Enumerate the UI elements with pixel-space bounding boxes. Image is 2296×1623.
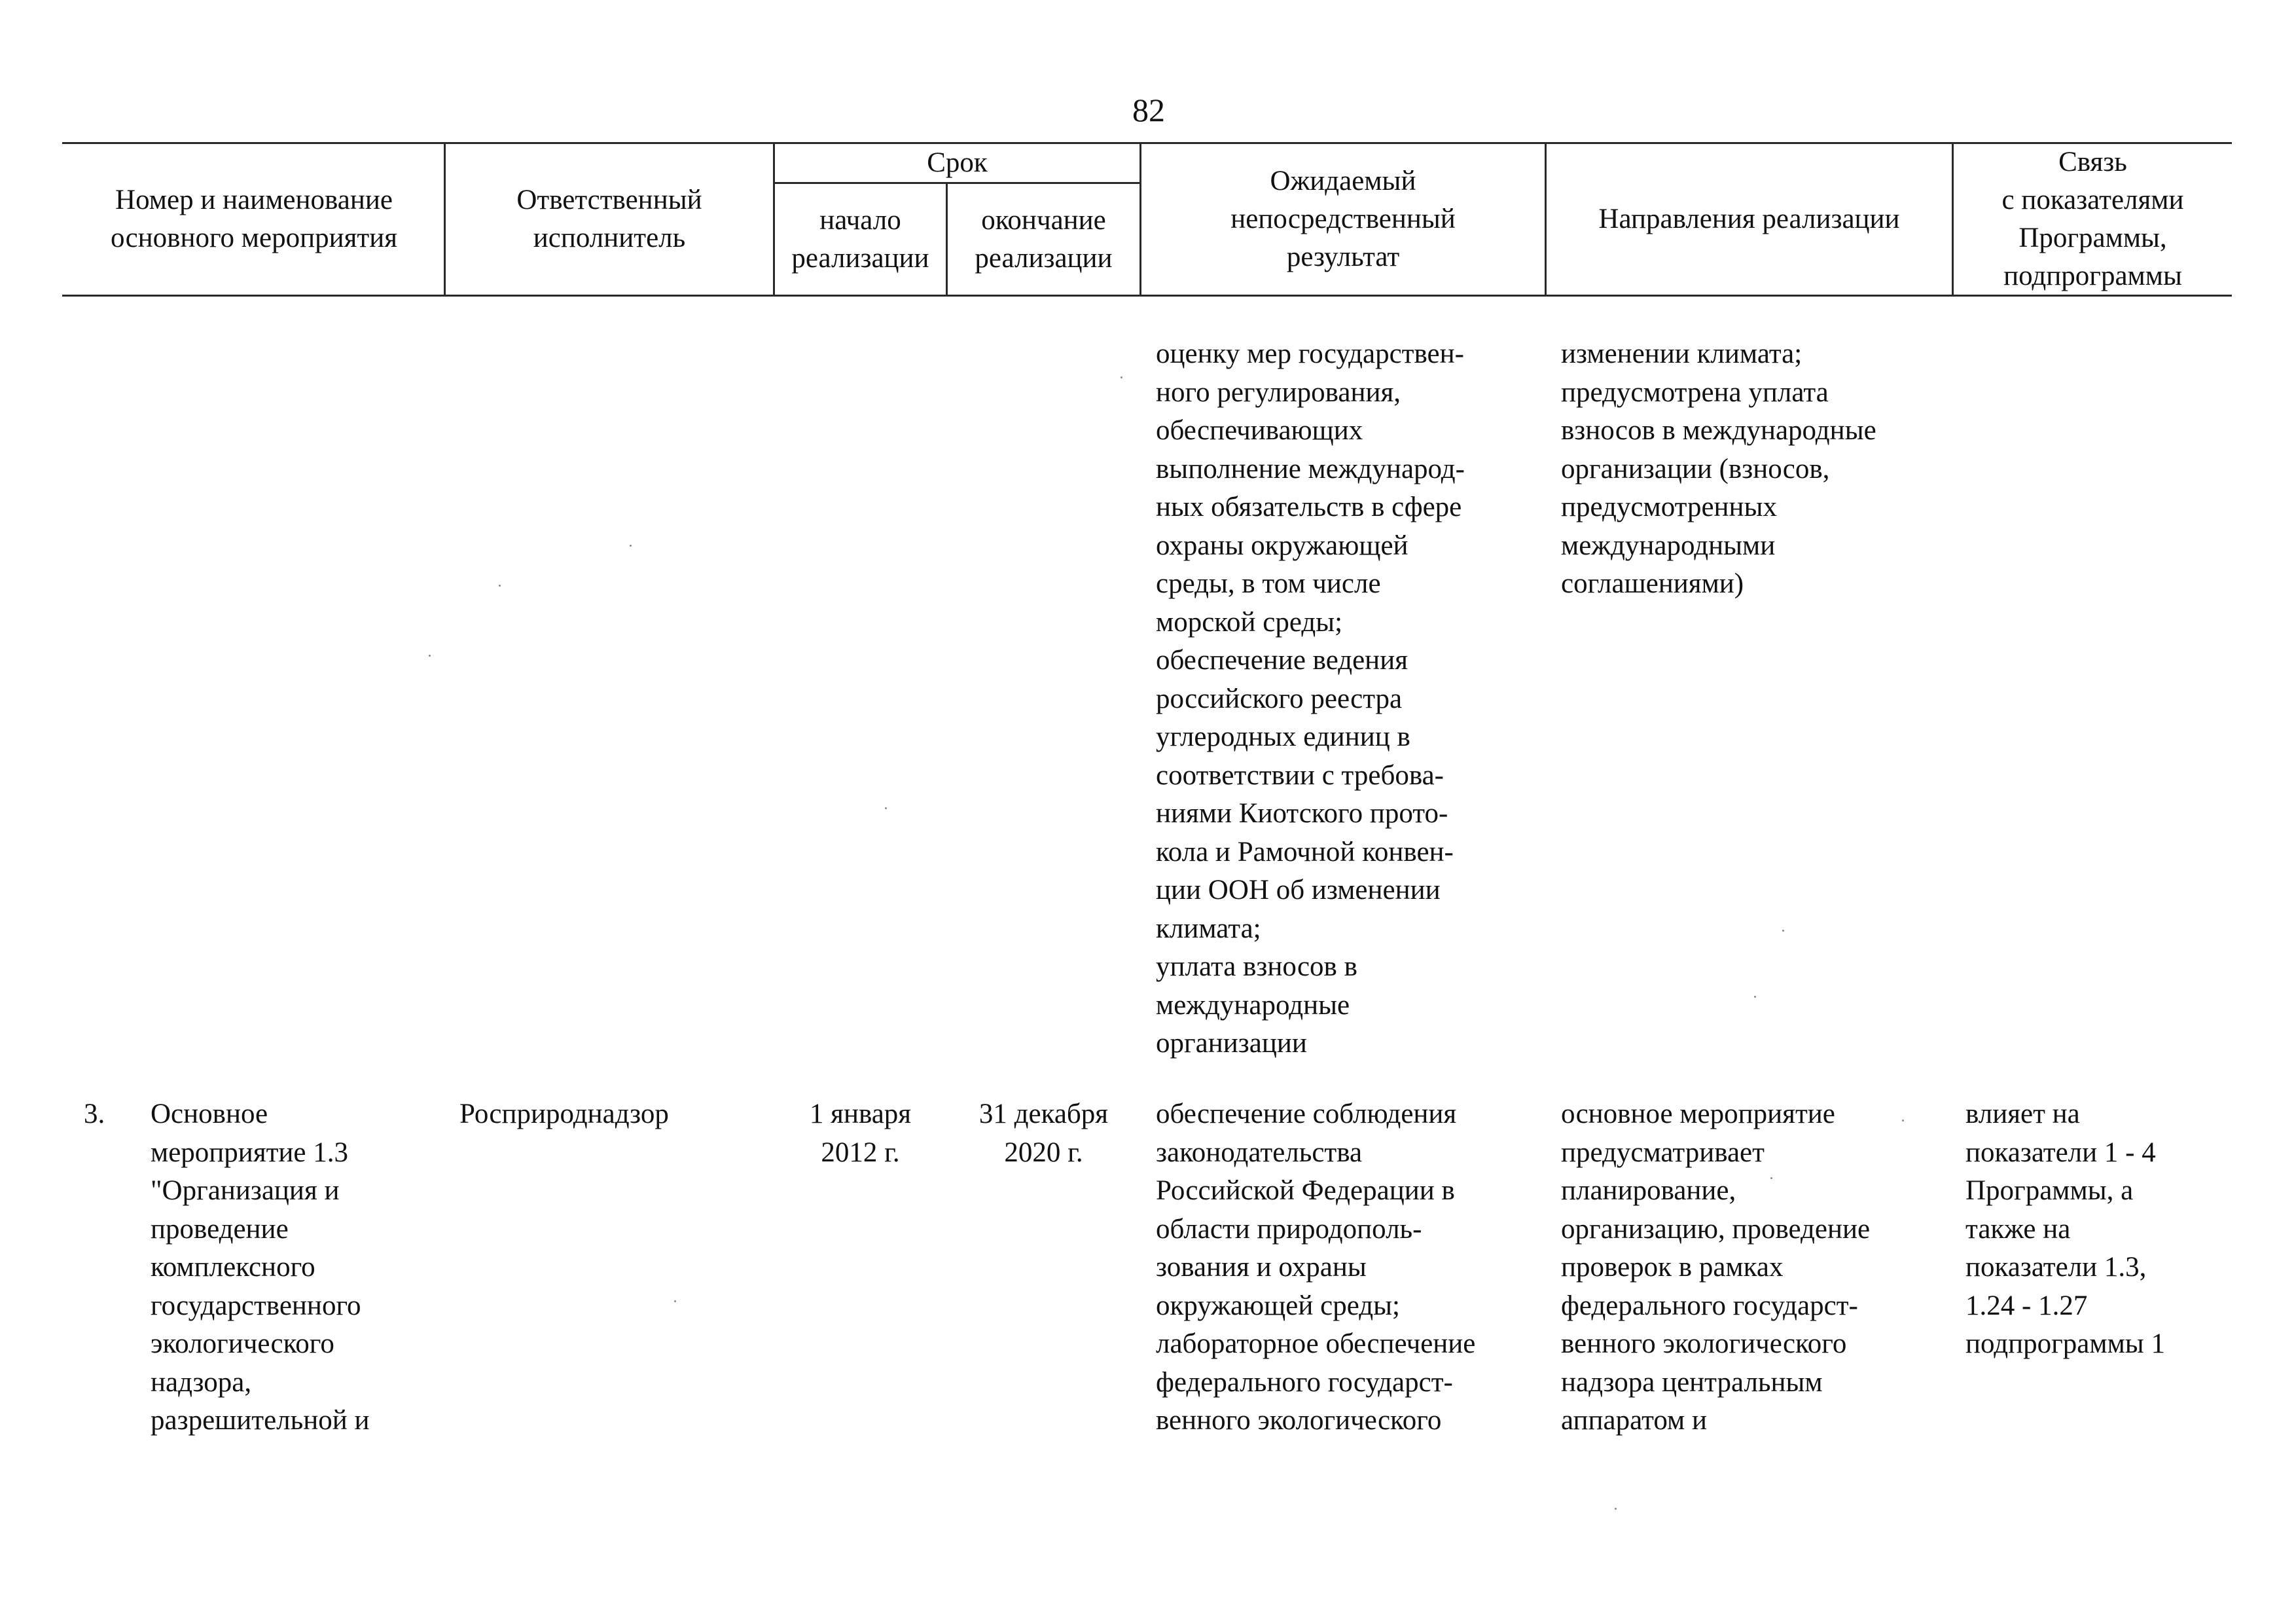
scan-speck <box>674 1300 676 1302</box>
header-end: окончание реализации <box>975 204 1113 274</box>
row3-executor: Росприроднадзор <box>459 1099 669 1129</box>
continuation-directions: изменении климата; предусмотрена уплата взносов в международные организации (взносов, предусмотренных международными соглашениями) <box>1561 338 1876 599</box>
scan-speck <box>1754 996 1756 998</box>
header-link: Связь с показателями Программы, подпрограммы <box>2001 147 2184 291</box>
row3-start: 1 января 2012 г. <box>809 1099 912 1168</box>
scan-speck <box>1615 1508 1617 1510</box>
scan-speck <box>1902 1120 1904 1122</box>
header-result: Ожидаемый непосредственный результат <box>1230 166 1456 272</box>
row3-end: 31 декабря 2020 г. <box>978 1099 1109 1168</box>
row3-number: 3. <box>84 1099 105 1129</box>
scan-speck <box>1782 930 1784 932</box>
page-number: 82 <box>1132 92 1165 128</box>
header-name: Номер и наименование основного мероприятия <box>111 185 397 253</box>
row3-directions: основное мероприятие предусматривает планирование, организацию, проведение проверок в рамках федерального государст- венного экологического надзора центральным аппаратом и <box>1561 1099 1871 1436</box>
scan-speck <box>429 655 431 657</box>
header-directions: Направления реализации <box>1598 204 1900 234</box>
scan-speck <box>1770 1177 1772 1179</box>
header-bottom-border <box>62 295 2232 297</box>
header-term: Срок <box>927 147 988 178</box>
row3-result: обеспечение соблюдения законодательства Российской Федерации в области природополь- зования и охраны окружающей среды; лабораторное обеспечение федерального государст- венного экологического <box>1156 1099 1476 1436</box>
header-executor: Ответственный исполнитель <box>516 185 702 253</box>
scan-speck <box>885 807 887 809</box>
scan-speck <box>499 585 501 587</box>
scan-speck <box>1121 376 1122 378</box>
continuation-result: оценку мер государствен- ного регулирования, обеспечивающих выполнение международ- ных обязательств в сфере охраны окружающей среды, в том числе морской среды; обеспечение ведения российского реестра углеродных единиц в соответствии с требова- ниями Киотского прото- кола и Рамочной конвен- ции ООН об изменении климата; уплата взносов в международные организации <box>1156 338 1465 1059</box>
scan-speck <box>630 545 632 547</box>
header-start: начало реализации <box>791 204 929 274</box>
row3-link: влияет на показатели 1 - 4 Программы, а также на показатели 1.3, 1.24 - 1.27 подпрограммы 1 <box>1965 1099 2165 1359</box>
row3-name: Основное мероприятие 1.3 "Организация и проведение комплексного государственного экологического надзора, разрешительной и <box>151 1099 370 1436</box>
